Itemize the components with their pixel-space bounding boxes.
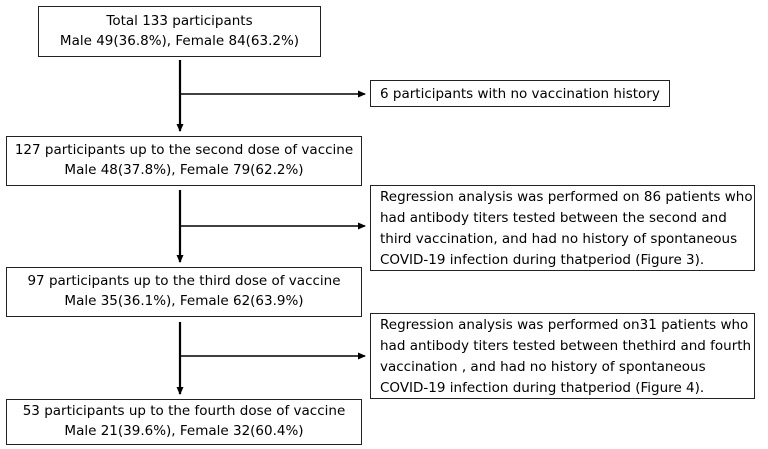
analysis3-line2: had antibody titers tested between thethird and fourth (380, 338, 752, 354)
analysis2-line4: COVID-19 infection during thatperiod (Figure 3). (380, 252, 705, 268)
analysis3-line1: Regression analysis was performed on31 patients who (380, 317, 749, 333)
fourth-dose-box (6, 399, 362, 445)
total-sex-breakdown-text: Male 49(36.8%), Female 84(63.2%) (59, 33, 300, 49)
analysis3-line4: COVID-19 infection during thatperiod (Figure 4). (380, 380, 705, 396)
analysis2-line3: third vaccination, and had no history of spontaneous (380, 231, 738, 247)
fourth-dose-count-text: 53 participants up to the fourth dose of vaccine (22, 403, 346, 419)
regression-analysis-figure3-box (370, 185, 755, 271)
total-participants-box (38, 6, 321, 57)
excluded-no-vaccination-box (370, 80, 670, 107)
third-dose-sex-breakdown-text: Male 35(36.1%), Female 62(63.9%) (64, 293, 304, 309)
third-dose-box (6, 267, 362, 317)
third-dose-count-text: 97 participants up to the third dose of vaccine (27, 273, 341, 289)
second-dose-count-text: 127 participants up to the second dose of vaccine (14, 142, 354, 158)
analysis2-line1: Regression analysis was performed on 86 patients who (380, 189, 753, 205)
analysis3-line3: vaccination , and had no history of spontaneous (380, 359, 706, 375)
second-dose-box (6, 136, 362, 186)
total-count-text: Total 133 participants (106, 13, 253, 29)
analysis2-line2: had antibody titers tested between the second and (380, 210, 727, 226)
excluded-text: 6 participants with no vaccination history (380, 86, 660, 102)
second-dose-sex-breakdown-text: Male 48(37.8%), Female 79(62.2%) (64, 162, 304, 178)
regression-analysis-figure4-box (370, 313, 755, 399)
fourth-dose-sex-breakdown-text: Male 21(39.6%), Female 32(60.4%) (64, 423, 304, 439)
